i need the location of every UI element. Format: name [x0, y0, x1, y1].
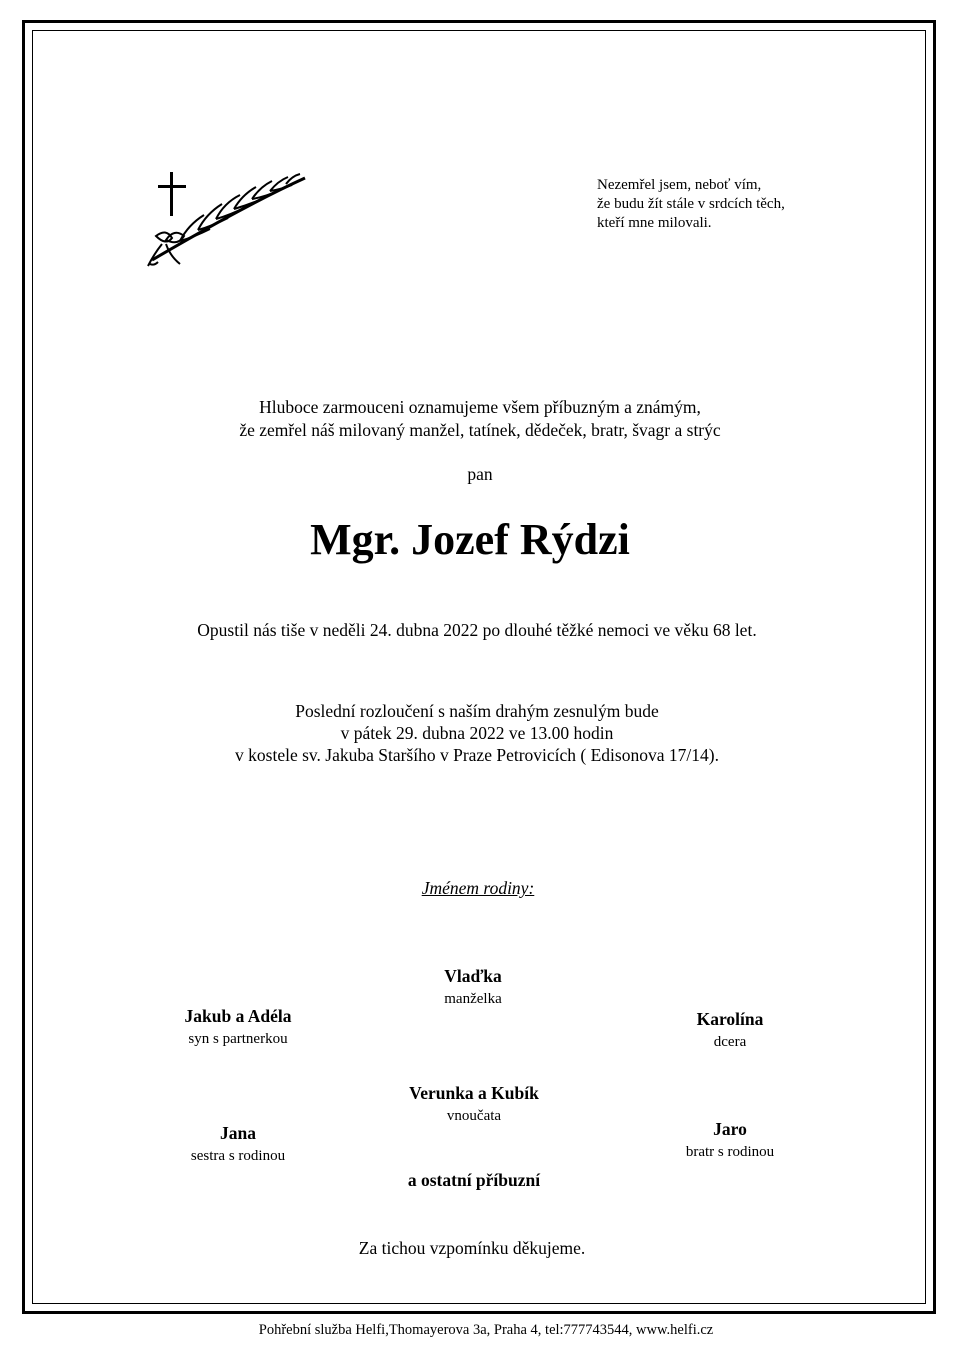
family-member-sister — [108, 1122, 368, 1166]
quote-line: kteří mne milovali. — [597, 215, 712, 231]
cross-palm-emblem-icon — [140, 168, 315, 270]
member-role: sestra s rodinou — [190, 1148, 286, 1164]
member-role: bratr s rodinou — [685, 1144, 775, 1160]
deceased-name: Mgr. Jozef Rýdzi — [310, 515, 630, 564]
announcement-line: že zemřel náš milovaný manžel, tatínek, dědeček, bratr, švagr a strýc — [239, 420, 721, 440]
member-role: syn s partnerkou — [188, 1031, 288, 1047]
farewell-line: v kostele sv. Jakuba Staršího v Praze Petrovicích ( Edisonova 17/14). — [235, 745, 719, 765]
farewell-info — [0, 700, 957, 766]
farewell-line: Poslední rozloučení s naším drahým zesnulým bude — [295, 701, 659, 721]
family-member-brother — [600, 1118, 860, 1162]
death-notice: Opustil nás tiše v neděli 24. dubna 2022 po dlouhé těžké nemoci ve věku 68 let. — [197, 620, 757, 640]
thanks-line: Za tichou vzpomínku děkujeme. — [358, 1238, 586, 1258]
family-member-son — [108, 1005, 368, 1049]
member-name: Jaro — [713, 1119, 747, 1139]
member-name: Jana — [220, 1123, 256, 1143]
family-member-wife — [343, 965, 603, 1009]
farewell-line: v pátek 29. dubna 2022 ve 13.00 hodin — [340, 723, 614, 743]
salutation: pan — [467, 464, 493, 484]
member-name: Karolína — [696, 1009, 764, 1029]
announcement — [0, 396, 960, 442]
member-role: vnoučata — [446, 1108, 502, 1124]
member-name: Jakub a Adéla — [184, 1006, 292, 1026]
funeral-service-footer: Pohřební služba Helfi,Thomayerova 3a, Praha 4, tel:777743544, www.helfi.cz — [258, 1322, 714, 1338]
member-name: Verunka a Kubík — [409, 1083, 539, 1103]
member-role: dcera — [713, 1034, 747, 1050]
member-name: Vlaďka — [444, 966, 502, 986]
other-relatives: a ostatní příbuzní — [407, 1170, 541, 1190]
member-role: manželka — [444, 991, 502, 1007]
announcement-line: Hluboce zarmouceni oznamujeme všem příbuzným a známým, — [259, 397, 701, 417]
quote-line: že budu žít stále v srdcích těch, — [597, 196, 785, 212]
family-heading: Jménem rodiny: — [421, 878, 535, 898]
quote-line: Nezemřel jsem, neboť vím, — [597, 177, 762, 193]
family-member-daughter — [600, 1008, 860, 1052]
family-member-grandchildren — [344, 1082, 604, 1126]
quote-block — [597, 176, 785, 233]
